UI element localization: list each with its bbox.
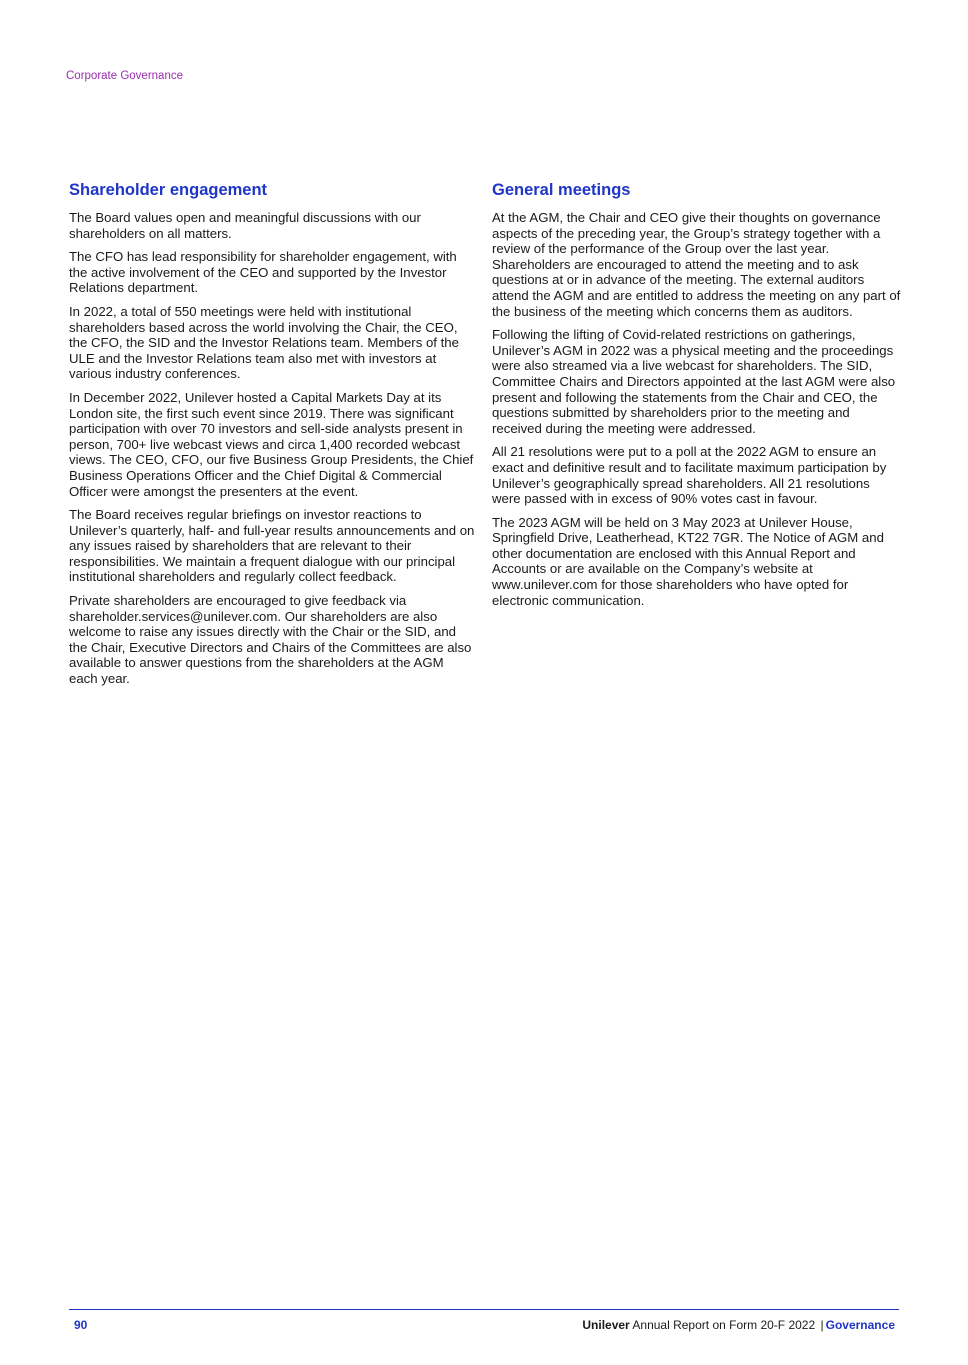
footer-separator: |	[820, 1318, 824, 1332]
paragraph: At the AGM, the Chair and CEO give their thoughts on governance aspects of the preceding year, the Group’s strategy together with a review of the performance of the Group over the last year. Shareholders are encouraged to attend the meeting and to ask questions at or in advance of the meeting. The external auditors attend the AGM and are entitled to address the meeting on any part of the business of the meeting which concerns them as auditors.	[492, 210, 901, 319]
shareholder-engagement-section	[69, 180, 475, 695]
paragraph: All 21 resolutions were put to a poll at the 2022 AGM to ensure an exact and definitive result and to facilitate maximum participation by Unilever’s geographically spread shareholders. All 21 resolutions were passed with in excess of 90% votes cast in favour.	[492, 444, 887, 507]
paragraph: The Board receives regular briefings on investor reactions to Unilever’s quarterly, half- and full-year results announcements and on any issues raised by shareholders that are relevant to their responsibilities. We maintain a frequent dialogue with our principal institutional shareholders and regularly collect feedback.	[69, 507, 475, 585]
paragraph: Following the lifting of Covid-related restrictions on gatherings, Unilever’s AGM in 2022 was a physical meeting and the proceedings were also streamed via a live webcast for shareholders. The SID, Committee Chairs and Directors appointed at the last AGM were also present and following the statements from the Chair and CEO, the questions submitted by shareholders prior to the meeting and received during the meeting were addressed.	[492, 327, 896, 436]
paragraph: The CFO has lead responsibility for shareholder engagement, with the active involvement of the CEO and supported by the Investor Relations department.	[69, 249, 457, 296]
section-heading: General meetings	[492, 181, 631, 199]
paragraph: The 2023 AGM will be held on 3 May 2023 at Unilever House, Springfield Drive, Leatherhead, KT22 7GR. The Notice of AGM and other documentation are enclosed with this Annual Report and Accounts or are available on the Company’s website at www.unilever.com for those shareholders who have opted for electronic communication.	[492, 514, 884, 608]
paragraph: Private shareholders are encouraged to give feedback via shareholder.services@unilever.com. Our shareholders are also welcome to raise any issues directly with the Chair or the SID, and the Chair, Executive Directors and Chairs of the Committees are also available to answer questions from the shareholders at the AGM each year.	[69, 593, 472, 687]
general-meetings-section	[492, 180, 902, 616]
footer-report-title: Annual Report on Form 20-F 2022	[632, 1318, 816, 1332]
footer-brand: Unilever	[582, 1318, 630, 1332]
paragraph: The Board values open and meaningful discussions with our shareholders on all matters.	[69, 210, 421, 241]
footer-title	[582, 1318, 895, 1332]
paragraph: In 2022, a total of 550 meetings were held with institutional shareholders based across the world involving the Chair, the CEO, the CFO, the SID and the Investor Relations team. Members of the ULE and the Investor Relations team also met with investors at various industry conferences.	[69, 303, 459, 382]
section-label: Corporate Governance	[66, 70, 183, 82]
page-number: 90	[74, 1318, 88, 1332]
paragraph: In December 2022, Unilever hosted a Capital Markets Day at its London site, the first such event since 2019. There was significant participation with over 70 investors and sell-side analysts present in person, 700+ live webcast views and circa 1,400 recorded webcast views. The CEO, CFO, our five Business Group Presidents, the Chief Business Operations Officer and the Chief Digital & Commercial Officer were amongst the presenters at the event.	[69, 389, 474, 499]
section-heading: Shareholder engagement	[69, 181, 268, 199]
footer-chapter: Governance	[825, 1318, 895, 1332]
footer-divider	[69, 1309, 899, 1310]
